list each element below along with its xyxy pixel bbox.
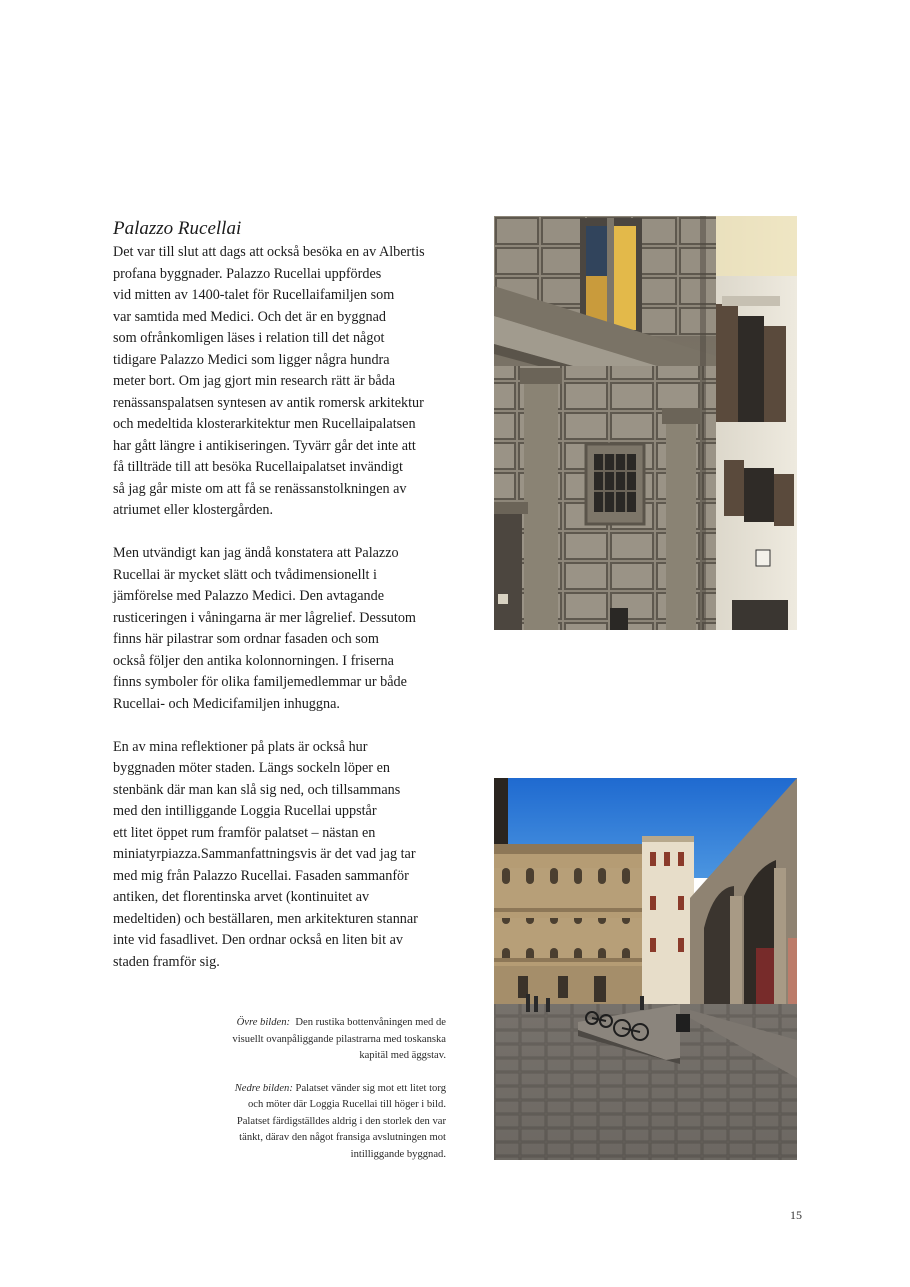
page-number: 15 (790, 1208, 802, 1222)
text-line: ett litet öppet rum framför palatset – nästan en (113, 824, 376, 841)
text-line: med mig från Palazzo Rucellai. Fasaden sammanför (113, 867, 409, 884)
text-line: Rucellai- och Medicifamiljen inhuggna. (113, 695, 340, 712)
text-line: renässanspalatsen syntesen av antik romersk arkitektur (113, 394, 424, 411)
section-heading: Palazzo Rucellai (113, 218, 242, 239)
caption-text: Palatset vänder sig mot ett litet torg (295, 1082, 446, 1094)
text-line: få tillträde till att besöka Rucellaipalatset invändigt (113, 459, 403, 475)
caption-line: visuellt ovanpåliggande pilastrarna med toskanska (232, 1033, 446, 1045)
text-line: En av mina reflektioner på plats är också hur (113, 738, 368, 755)
text-line: finns symboler för olika familjemedlemmar ur både (113, 674, 407, 690)
text-line: profana byggnader. Palazzo Rucellai uppfördes (113, 265, 382, 282)
text-line: staden framför sig. (113, 953, 220, 970)
caption-line (190, 1015, 446, 1032)
text-line: jämförelse med Palazzo Medici. Den avtagande (113, 588, 385, 604)
paragraph-1 (113, 242, 458, 522)
photo-captions (190, 1015, 446, 1179)
text-line: var samtida med Medici. Och det är en byggnad (113, 308, 387, 325)
photo-palazzo-facade (494, 216, 797, 630)
caption-line: kapitäl med äggstav. (359, 1050, 446, 1061)
text-line: så jag går miste om att få se renässanstolkningen av (113, 480, 407, 497)
caption-label: Nedre bilden: (234, 1082, 293, 1094)
piazza-illustration (494, 778, 797, 1160)
text-line: inte vid fasadlivet. Den ordnar också en liten bit av (113, 932, 403, 948)
caption-bottom (190, 1081, 446, 1164)
text-line: har gått längre i antikiseringen. Tyvärr går det inte att (113, 437, 416, 454)
text-line: vid mitten av 1400-talet för Rucellaifamiljen som (113, 287, 395, 303)
text-line: Rucellai är mycket slätt och tvådimensionellt i (113, 566, 377, 583)
text-line: miniatyrpiazza.Sammanfattningsvis är det vad jag tar (113, 846, 416, 862)
paragraph-3 (113, 737, 458, 974)
text-line: också följer den antika kolonnorningen. I friserna (113, 652, 394, 669)
text-line: med den intilliggande Loggia Rucellai uppstår (113, 803, 377, 819)
paragraph-2 (113, 543, 458, 715)
caption-top (190, 1015, 446, 1065)
text-line: Det var till slut att dags att också besöka en av Albertis (113, 244, 425, 260)
caption-line: Palatset färdigställdes aldrig i den storlek den var (236, 1115, 446, 1127)
photo-piazza-loggia (494, 778, 797, 1160)
caption-label: Övre bilden: (236, 1017, 291, 1028)
caption-line: intilliggande byggnad. (350, 1148, 446, 1160)
text-line: och medeltida klosterarkitektur men Rucellaipalatsen (113, 416, 416, 432)
text-line: medeltiden) och beställaren, men arkitekturen stannar (113, 910, 418, 927)
text-line: antiken, det florentinska arvet (kontinuitet av (113, 889, 370, 905)
text-line: som ofrånkomligen läses i relation till det något (113, 330, 385, 346)
caption-line: och möter där Loggia Rucellai till höger i bild. (248, 1099, 446, 1110)
facade-illustration (494, 216, 797, 630)
caption-text: Den rustika bottenvåningen med de (295, 1017, 446, 1028)
caption-line: tänkt, därav den något fransiga avslutningen mot (239, 1132, 446, 1143)
text-line: meter bort. Om jag gjort min research rätt är båda (113, 373, 396, 389)
text-line: tidigare Palazzo Medici som ligger några hundra (113, 351, 390, 368)
text-line: finns här pilastrar som ordnar fasaden och som (113, 631, 379, 647)
text-line: atriumet eller klostergården. (113, 502, 274, 518)
text-line: Men utvändigt kan jag ändå konstatera att Palazzo (113, 545, 399, 561)
text-line: stenbänk där man kan slå sig ned, och tillsammans (113, 781, 401, 798)
caption-line (190, 1081, 446, 1098)
body-text (113, 242, 458, 995)
text-line: byggnaden möter staden. Längs sockeln löper en (113, 760, 390, 776)
text-line: rusticeringen i våningarna är mer lågrelief. Dessutom (113, 609, 416, 626)
